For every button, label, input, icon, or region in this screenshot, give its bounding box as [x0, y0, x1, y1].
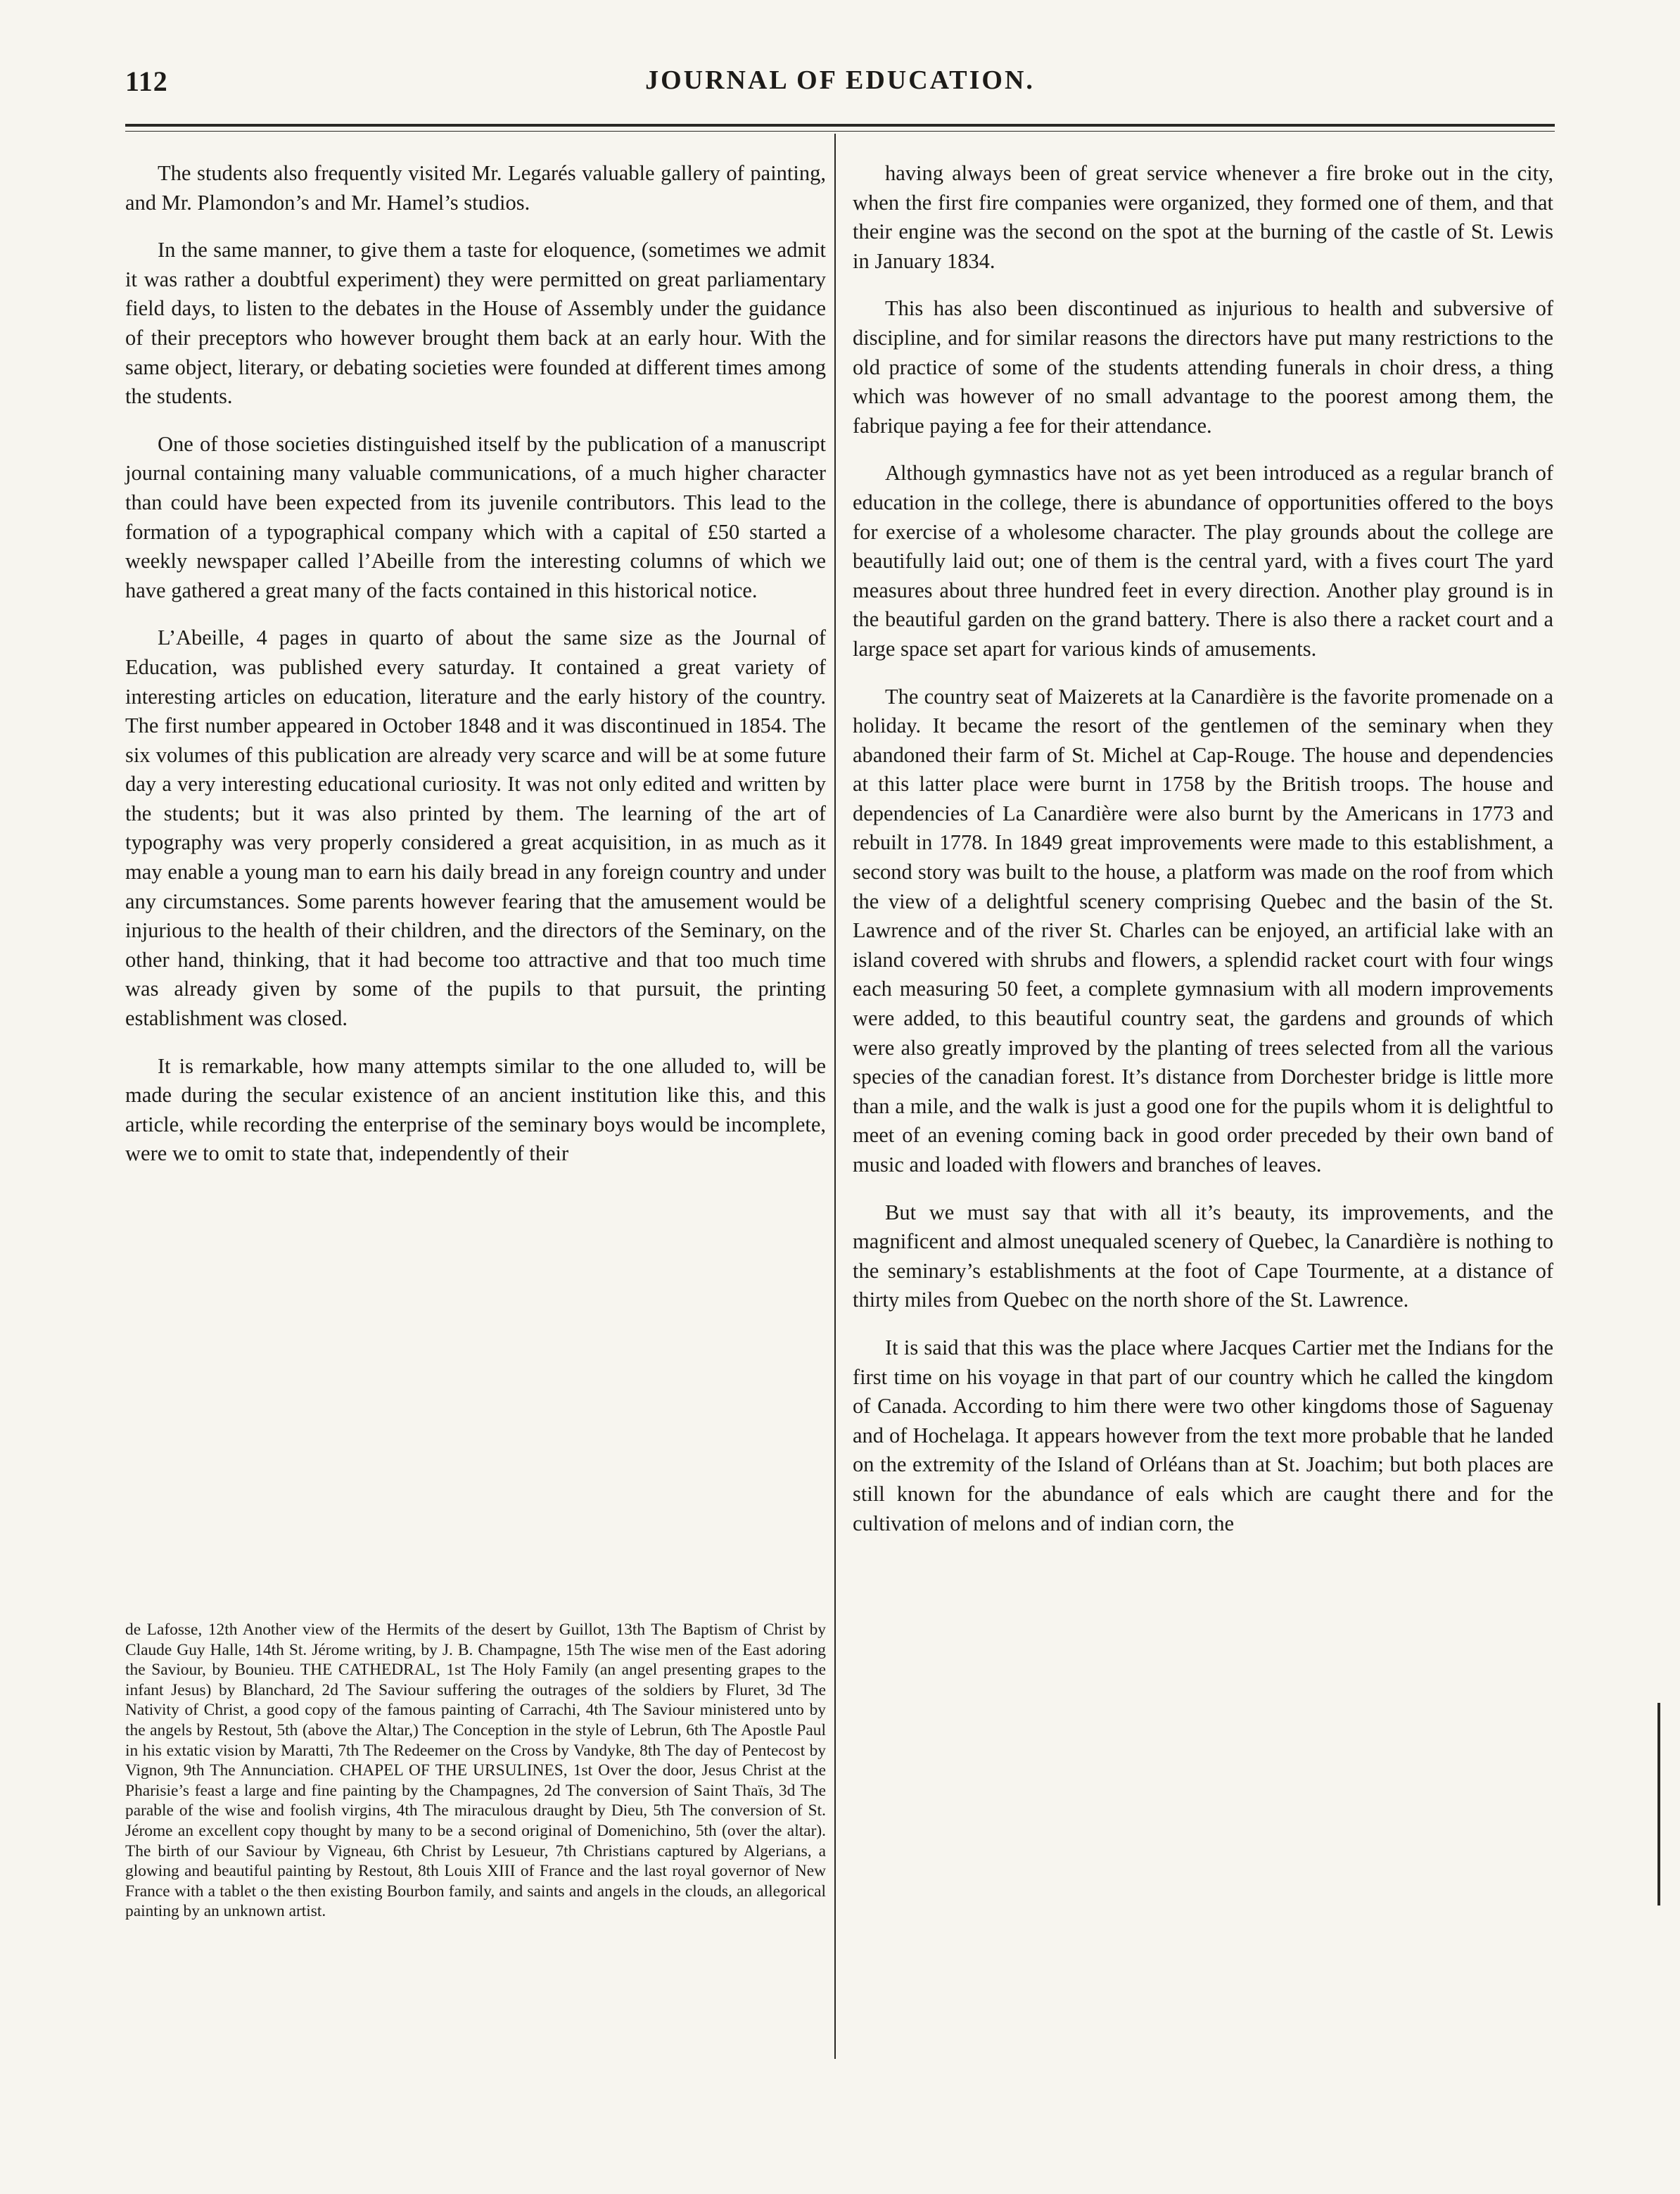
paragraph: This has also been discontinued as injurious to health and subversive of discipline, and for similar reasons the directors have put many restrictions to the old practice of some of the students attending funerals in choir dress, a thing which was however of no small advantage to the poorest among them, the fabrique paying a fee for their attendance. [853, 296, 1553, 438]
paragraph: One of those societies distinguished itself by the publication of a manuscript journal containing many valuable communications, of a much higher character than could have been expected from its juvenile contributors. This lead to the formation of a typographical company which with a capital of £50 started a weekly newspaper called l’Abeille from the interesting columns of which we have gathered a great many of the facts contained in this historical notice. [125, 431, 826, 602]
page-number: 112 [125, 65, 168, 97]
right-column [853, 159, 1553, 1556]
paragraph: It is remarkable, how many attempts similar to the one alluded to, will be made during the secular existence of an ancient institution like this, and this article, while recording the enterprise of the seminary boys would be incomplete, were we to omit to state that, independently of their [125, 1053, 826, 1166]
header-rule-thin [125, 131, 1555, 132]
paragraph: Although gymnastics have not as yet been introduced as a regular branch of education in the college, there is abundance of opportunities offered to the boys for exercise of a wholesome character. The play grounds about the college are beautifully laid out; one of them is the central yard, with a fives court The yard measures about three hundred feet in every direction. Another play ground is in the beautiful garden on the grand battery. There is also there a racket court and a large space set apart for various kinds of amusements. [853, 461, 1553, 661]
paragraph: It is said that this was the place where Jacques Cartier met the Indians for the first time on his voyage in that part of our country which he called the kingdom of Canada. According to him there were two other kingdoms those of Saguenay and of Hochelaga. It appears however from the text more probable that he landed on the extremity of the Island of Orléans than at St. Joachim; but both places are still known for the abundance of eals which are caught there and for the cultivation of melons and of indian corn, the [853, 1335, 1553, 1535]
header-rule [125, 124, 1555, 127]
paragraph: having always been of great service whenever a fire broke out in the city, when the first fire companies were organized, they formed one of them, and that their engine was the second on the spot at the burning of the castle of St. Lewis in January 1834. [853, 161, 1553, 273]
margin-mark [1657, 1703, 1660, 1906]
left-column [125, 159, 826, 1187]
footnote-text: de Lafosse, 12th Another view of the Hermits of the desert by Guillot, 13th The Baptism of Christ by Claude Guy Halle, 14th St. Jérome writing, by J. B. Champagne, 15th The wise men of the East adoring the Saviour, by Bounieu. THE CATHEDRAL, 1st The Holy Family (an angel presenting grapes to the infant Jesus) by Blanchard, 2d The Saviour suffering the outrages of the soldiers by Fluret, 3d The Nativity of Christ, a good copy of the famous painting of Carrachi, 4th The Saviour ministered unto by the angels by Restout, 5th (above the Altar,) The Conception in the style of Lebrun, 6th The Apostle Paul in his extatic vision by Maratti, 7th The Redeemer on the Cross by Vandyke, 8th The day of Pentecost by Vignon, 9th The Annunciation. CHAPEL OF THE URSULINES, 1st Over the door, Jesus Christ at the Pharisie’s feast a large and fine painting by the Champagnes, 2d The conversion of Saint Thaïs, 3d The parable of the wise and foolish virgins, 4th The miraculous draught by Dieu, 5th The conversion of St. Jérome an excellent copy thought by many to be a second original of Domenichino, 5th (over the altar). The birth of our Saviour by Vigneau, 6th Christ by Lesueur, 7th Christians captured by Algerians, a glowing and beautiful painting by Restout, 8th Louis XIII of France and the last royal governor of New France with a tablet o the then existing Bourbon family, and saints and angels in the clouds, an allegorical painting by an unknown artist. [125, 1621, 826, 1921]
paragraph: L’Abeille, 4 pages in quarto of about the same size as the Journal of Education, was published every saturday. It contained a great variety of interesting articles on education, literature and the early history of the country. The first number appeared in October 1848 and it was discontinued in 1854. The six volumes of this publication are already very scarce and will be at some future day a very interesting educational curiosity. It was not only edited and written by the students; but it was also printed by them. The learning of the art of typography was very properly considered a great acquisition, in as much as it may enable a young man to earn his daily bread in any foreign country and under any circumstances. Some parents however fearing that the amusement would be injurious to the health of their children, and the directors of the Seminary, on the other hand, thinking, that it had become too attractive and that too much time was already given by some of the pupils to that pursuit, the printing establishment was closed. [125, 626, 826, 1031]
running-title: JOURNAL OF EDUCATION. [645, 65, 1035, 95]
footnotes [125, 1620, 826, 1922]
paragraph: The students also frequently visited Mr. Legarés valuable gallery of painting, and Mr. Plamondon’s and Mr. Hamel’s studios. [125, 161, 826, 215]
paragraph: In the same manner, to give them a taste for eloquence, (sometimes we admit it was rather a doubtful experiment) they were permitted on great parliamentary field days, to listen to the debates in the House of Assembly under the guidance of their preceptors who however brought them back at an early hour. With the same object, literary, or debating societies were founded at different times among the students. [125, 238, 826, 409]
page-header [125, 65, 1555, 107]
paragraph: But we must say that with all it’s beauty, its improvements, and the magnificent and almost unequaled scenery of Quebec, la Canardière is nothing to the seminary’s establishments at the foot of Cape Tourmente, at a distance of thirty miles from Quebec on the north shore of the St. Lawrence. [853, 1200, 1553, 1312]
paragraph: The country seat of Maizerets at la Canardière is the favorite promenade on a holiday. It became the resort of the gentlemen of the seminary when they abandoned their farm of St. Michel at Cap-Rouge. The house and dependencies at this latter place were burnt in 1758 by the British troops. The house and dependencies of La Canardière were also burnt by the Americans in 1773 and rebuilt in 1778. In 1849 great improvements were made to this establishment, a second story was built to the house, a platform was made on the roof from which the view of a delightful scenery comprising Quebec and the basin of the St. Lawrence and of the river St. Charles can be enjoyed, an artificial lake with an island covered with shrubs and flowers, a splendid racket court with four wings each measuring 50 feet, a complete gymnasium with all modern improvements were added, to this beautiful country seat, the gardens and grounds of which were also greatly improved by the planting of trees selected from all the various species of the canadian forest. It’s distance from Dorchester bridge is little more than a mile, and the walk is just a good one for the pupils whom it is delightful to meet of an evening coming back in good order preceded by their own band of music and loaded with flowers and branches of leaves. [853, 684, 1553, 1177]
column-divider [834, 134, 836, 2059]
